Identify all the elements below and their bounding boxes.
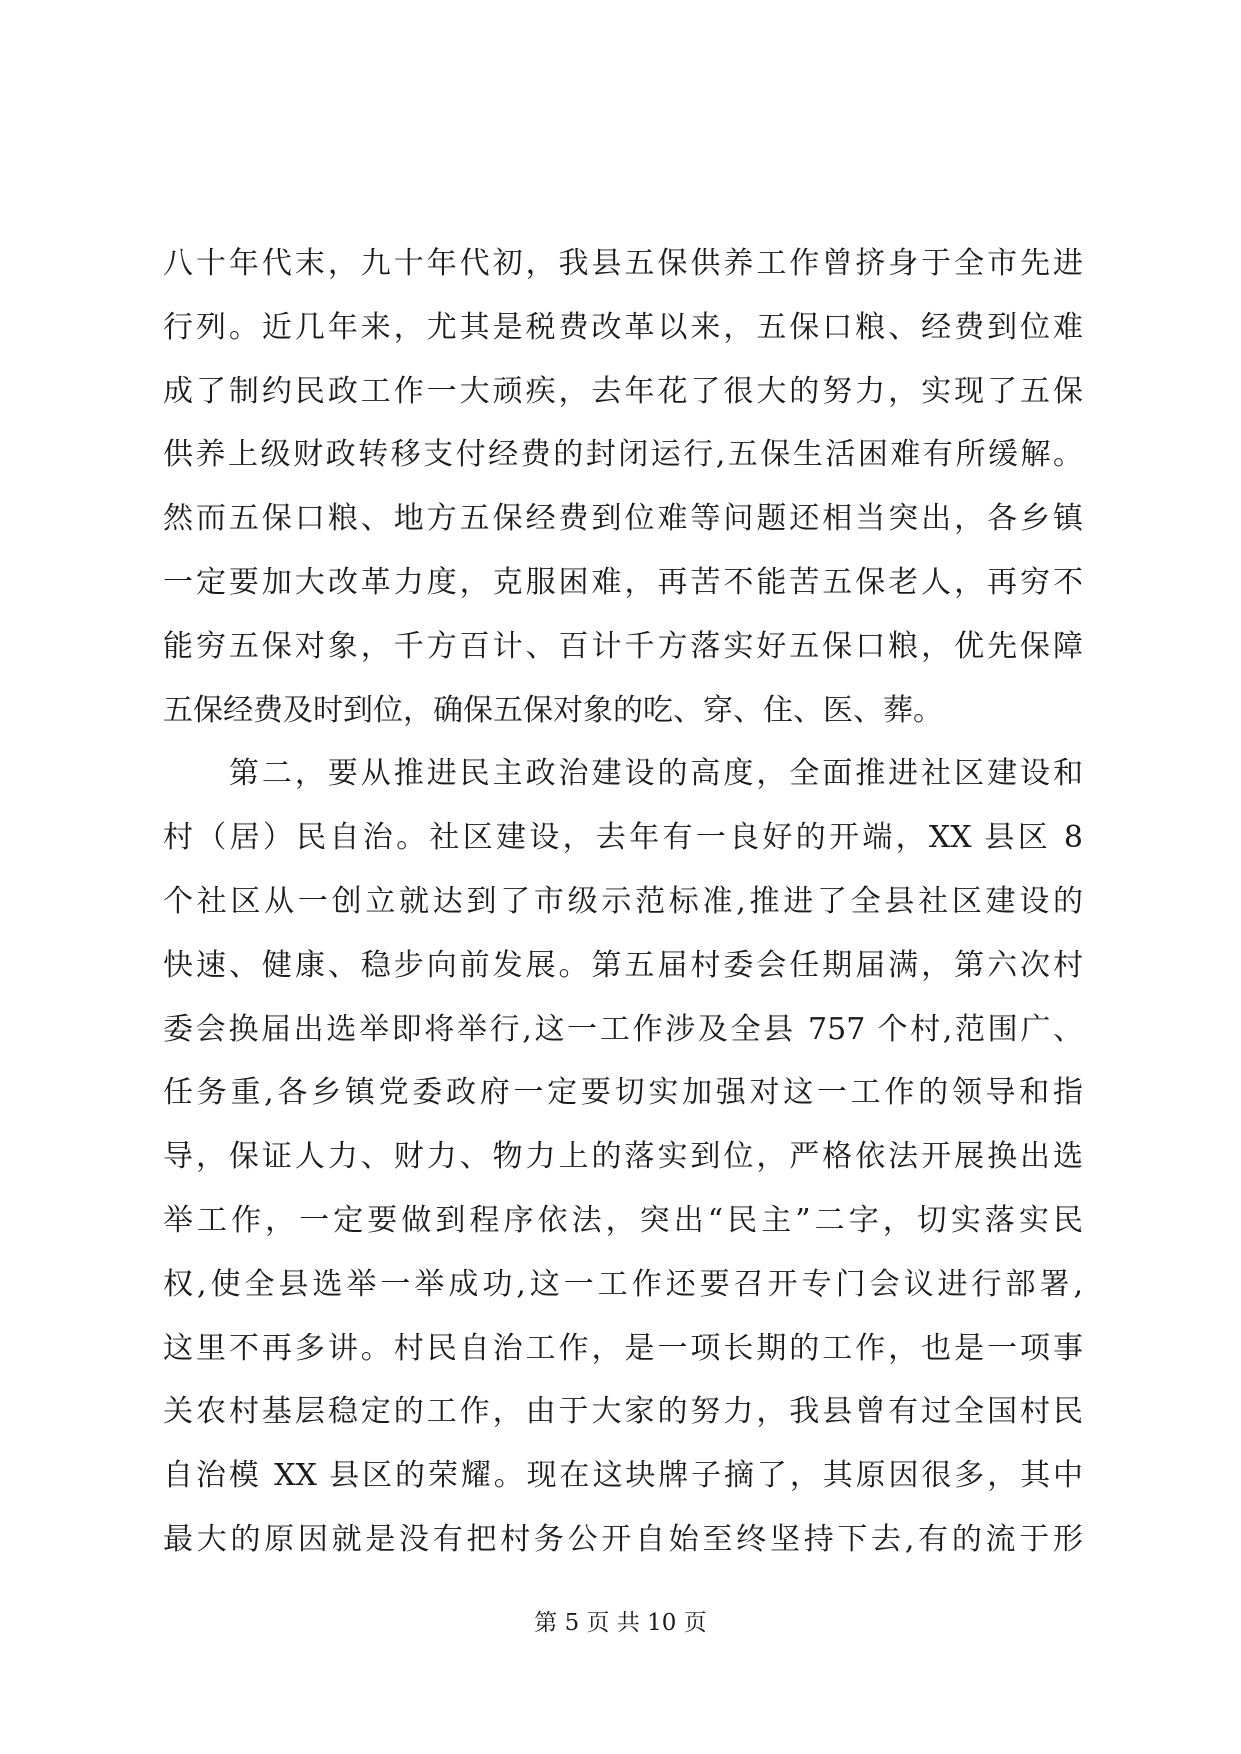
text-line: 成了制约民政工作一大顽疾，去年花了很大的努力，实现了五保: [163, 373, 1083, 409]
page-footer: 第 5 页 共 10 页: [534, 1610, 707, 1636]
text-line: 委会换届出选举即将举行,这一工作涉及全县 757 个村,范围广、: [163, 1011, 1083, 1047]
text-line: 八十年代末，九十年代初，我县五保供养工作曾挤身于全市先进: [163, 246, 1083, 281]
text-line: 一定要加大改革力度，克服困难，再苦不能苦五保老人，再穷不: [163, 564, 1083, 600]
text-line: 五保经费及时到位，确保五保对象的吃、穿、住、医、葬。: [163, 692, 943, 728]
text-line: 权,使全县选举一举成功,这一工作还要召开专门会议进行部署,: [163, 1266, 1083, 1302]
text-line: 任务重,各乡镇党委政府一定要切实加强对这一工作的领导和指: [163, 1075, 1083, 1111]
text-line: 快速、健康、稳步向前发展。第五届村委会任期届满，第六次村: [163, 947, 1083, 983]
body-text: [163, 232, 1083, 1572]
text-line: 行列。近几年来，尤其是税费改革以来，五保口粮、经费到位难: [163, 309, 1083, 345]
text-line: 最大的原因就是没有把村务公开自始至终坚持下去,有的流于形: [163, 1521, 1083, 1557]
text-line: 能穷五保对象，千方百计、百计千方落实好五保口粮，优先保障: [163, 628, 1083, 664]
text-line: 第二，要从推进民主政治建设的高度，全面推进社区建设和: [163, 756, 1083, 792]
text-line: 关农村基层稳定的工作，由于大家的努力，我县曾有过全国村民: [163, 1394, 1083, 1430]
text-line: 村（居）民自治。社区建设，去年有一良好的开端，XX 县区 8: [163, 820, 1083, 856]
text-line: 然而五保口粮、地方五保经费到位难等问题还相当突出，各乡镇: [163, 501, 1083, 537]
text-line: 这里不再多讲。村民自治工作，是一项长期的工作，也是一项事: [163, 1330, 1083, 1366]
text-line: 举工作，一定要做到程序依法，突出“民主”二字，切实落实民: [163, 1202, 1083, 1238]
text-line: 供养上级财政转移支付经费的封闭运行,五保生活困难有所缓解。: [163, 437, 1083, 473]
text-line: 导，保证人力、财力、物力上的落实到位，严格依法开展换出选: [163, 1139, 1083, 1175]
text-line: 自治模 XX 县区的荣耀。现在这块牌子摘了，其原因很多，其中: [163, 1458, 1083, 1494]
text-line: 个社区从一创立就达到了市级示范标准,推进了全县社区建设的: [163, 883, 1083, 919]
